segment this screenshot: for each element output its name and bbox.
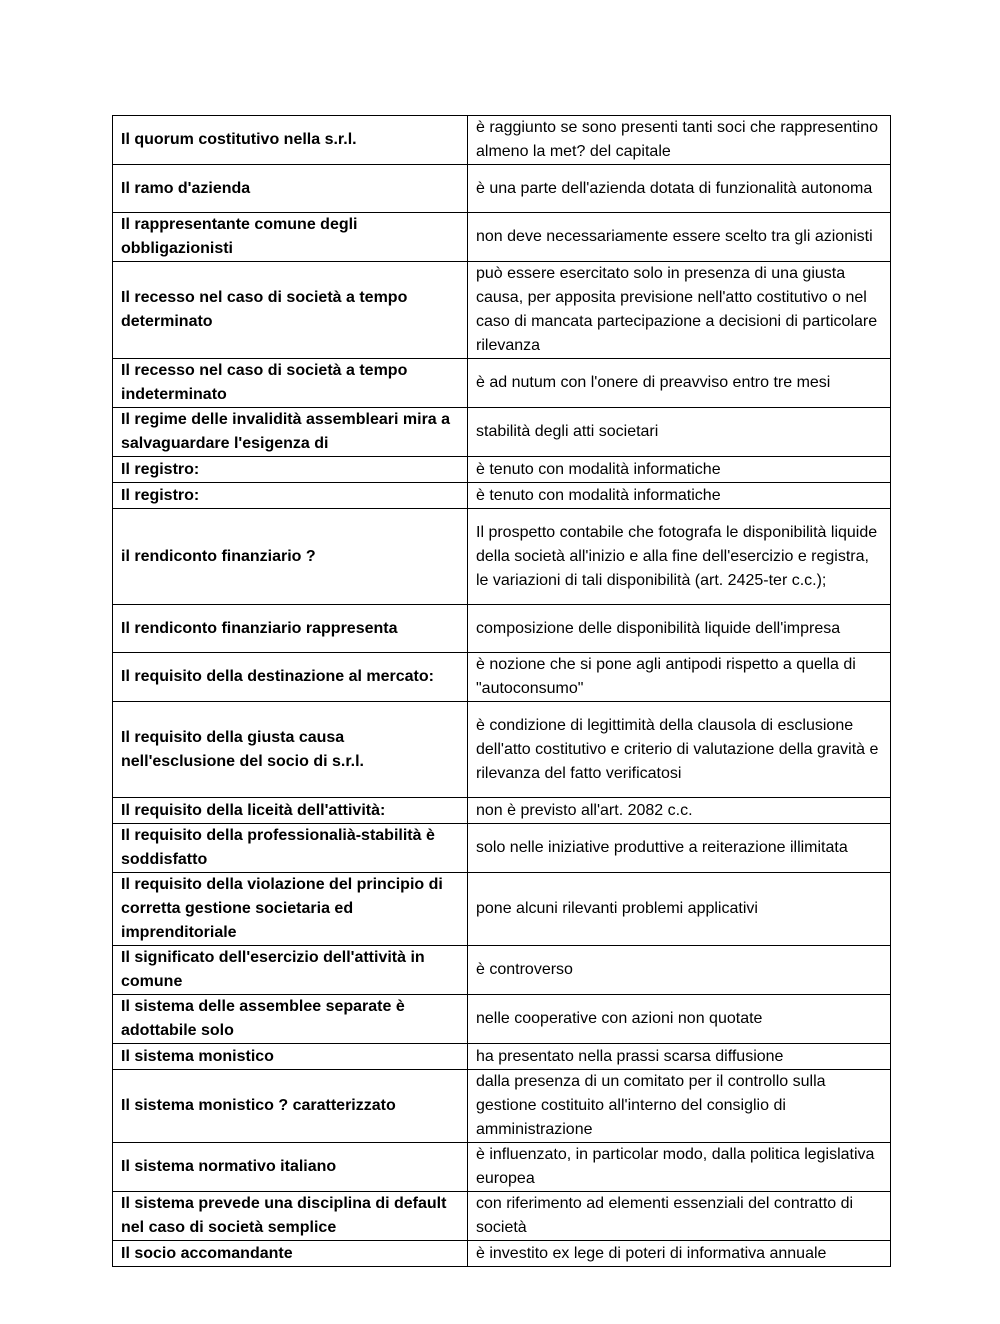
table-row bbox=[113, 605, 891, 653]
question-cell: Il sistema monistico ? caratterizzato bbox=[113, 1070, 468, 1143]
question-cell: Il socio accomandante bbox=[113, 1241, 468, 1267]
table-row bbox=[113, 457, 891, 483]
answer-cell: con riferimento ad elementi essenziali del contratto di società bbox=[468, 1192, 891, 1241]
table-row bbox=[113, 1241, 891, 1267]
question-cell: Il rendiconto finanziario rappresenta bbox=[113, 605, 468, 653]
question-cell: Il registro: bbox=[113, 483, 468, 509]
table-row bbox=[113, 995, 891, 1044]
question-cell: Il requisito della destinazione al mercato: bbox=[113, 653, 468, 702]
answer-cell: è tenuto con modalità informatiche bbox=[468, 483, 891, 509]
answer-cell: Il prospetto contabile che fotografa le disponibilità liquide della società all'inizio e alla fine dell'esercizio e registra, le variazioni di tali disponibilità (art. 2425-ter c.c.); bbox=[468, 509, 891, 605]
table-row bbox=[113, 213, 891, 262]
table-row bbox=[113, 359, 891, 408]
qa-table-body bbox=[113, 116, 891, 1267]
answer-cell: pone alcuni rilevanti problemi applicativi bbox=[468, 873, 891, 946]
table-row bbox=[113, 798, 891, 824]
table-row bbox=[113, 1044, 891, 1070]
answer-cell: solo nelle iniziative produttive a reiterazione illimitata bbox=[468, 824, 891, 873]
answer-cell: ha presentato nella prassi scarsa diffusione bbox=[468, 1044, 891, 1070]
question-cell: Il regime delle invalidità assembleari mira a salvaguardare l'esigenza di bbox=[113, 408, 468, 457]
answer-cell: composizione delle disponibilità liquide dell'impresa bbox=[468, 605, 891, 653]
answer-cell: è controverso bbox=[468, 946, 891, 995]
table-row bbox=[113, 873, 891, 946]
question-cell: Il significato dell'esercizio dell'attività in comune bbox=[113, 946, 468, 995]
answer-cell: è nozione che si pone agli antipodi rispetto a quella di "autoconsumo" bbox=[468, 653, 891, 702]
question-cell: Il requisito della professionalià-stabilità è soddisfatto bbox=[113, 824, 468, 873]
question-cell: Il sistema normativo italiano bbox=[113, 1143, 468, 1192]
answer-cell: è tenuto con modalità informatiche bbox=[468, 457, 891, 483]
answer-cell: nelle cooperative con azioni non quotate bbox=[468, 995, 891, 1044]
table-row bbox=[113, 653, 891, 702]
answer-cell: è una parte dell'azienda dotata di funzionalità autonoma bbox=[468, 165, 891, 213]
question-cell: Il sistema prevede una disciplina di default nel caso di società semplice bbox=[113, 1192, 468, 1241]
table-row bbox=[113, 408, 891, 457]
question-cell: Il registro: bbox=[113, 457, 468, 483]
question-cell: Il sistema delle assemblee separate è adottabile solo bbox=[113, 995, 468, 1044]
answer-cell: è raggiunto se sono presenti tanti soci che rappresentino almeno la met? del capitale bbox=[468, 116, 891, 165]
table-row bbox=[113, 116, 891, 165]
question-cell: il rendiconto finanziario ? bbox=[113, 509, 468, 605]
qa-table bbox=[112, 115, 891, 1267]
table-row bbox=[113, 1192, 891, 1241]
answer-cell: non è previsto all'art. 2082 c.c. bbox=[468, 798, 891, 824]
answer-cell: può essere esercitato solo in presenza di una giusta causa, per apposita previsione nell'atto costitutivo o nel caso di mancata partecipazione a decisioni di particolare rilevanza bbox=[468, 262, 891, 359]
table-row bbox=[113, 483, 891, 509]
question-cell: Il requisito della liceità dell'attività: bbox=[113, 798, 468, 824]
question-cell: Il recesso nel caso di società a tempo indeterminato bbox=[113, 359, 468, 408]
question-cell: Il quorum costitutivo nella s.r.l. bbox=[113, 116, 468, 165]
answer-cell: non deve necessariamente essere scelto tra gli azionisti bbox=[468, 213, 891, 262]
question-cell: Il requisito della violazione del principio di corretta gestione societaria ed imprenditoriale bbox=[113, 873, 468, 946]
answer-cell: è influenzato, in particolar modo, dalla politica legislativa europea bbox=[468, 1143, 891, 1192]
question-cell: Il requisito della giusta causa nell'esclusione del socio di s.r.l. bbox=[113, 702, 468, 798]
table-row bbox=[113, 824, 891, 873]
table-row bbox=[113, 262, 891, 359]
table-row bbox=[113, 946, 891, 995]
question-cell: Il rappresentante comune degli obbligazionisti bbox=[113, 213, 468, 262]
table-row bbox=[113, 509, 891, 605]
answer-cell: è ad nutum con l'onere di preavviso entro tre mesi bbox=[468, 359, 891, 408]
answer-cell: dalla presenza di un comitato per il controllo sulla gestione costituito all'interno del consiglio di amministrazione bbox=[468, 1070, 891, 1143]
question-cell: Il sistema monistico bbox=[113, 1044, 468, 1070]
answer-cell: stabilità degli atti societari bbox=[468, 408, 891, 457]
question-cell: Il ramo d'azienda bbox=[113, 165, 468, 213]
answer-cell: è investito ex lege di poteri di informativa annuale bbox=[468, 1241, 891, 1267]
table-row bbox=[113, 165, 891, 213]
question-cell: Il recesso nel caso di società a tempo determinato bbox=[113, 262, 468, 359]
table-row bbox=[113, 1143, 891, 1192]
table-row bbox=[113, 1070, 891, 1143]
answer-cell: è condizione di legittimità della clausola di esclusione dell'atto costitutivo e criterio di valutazione della gravità e rilevanza del fatto verificatosi bbox=[468, 702, 891, 798]
table-row bbox=[113, 702, 891, 798]
